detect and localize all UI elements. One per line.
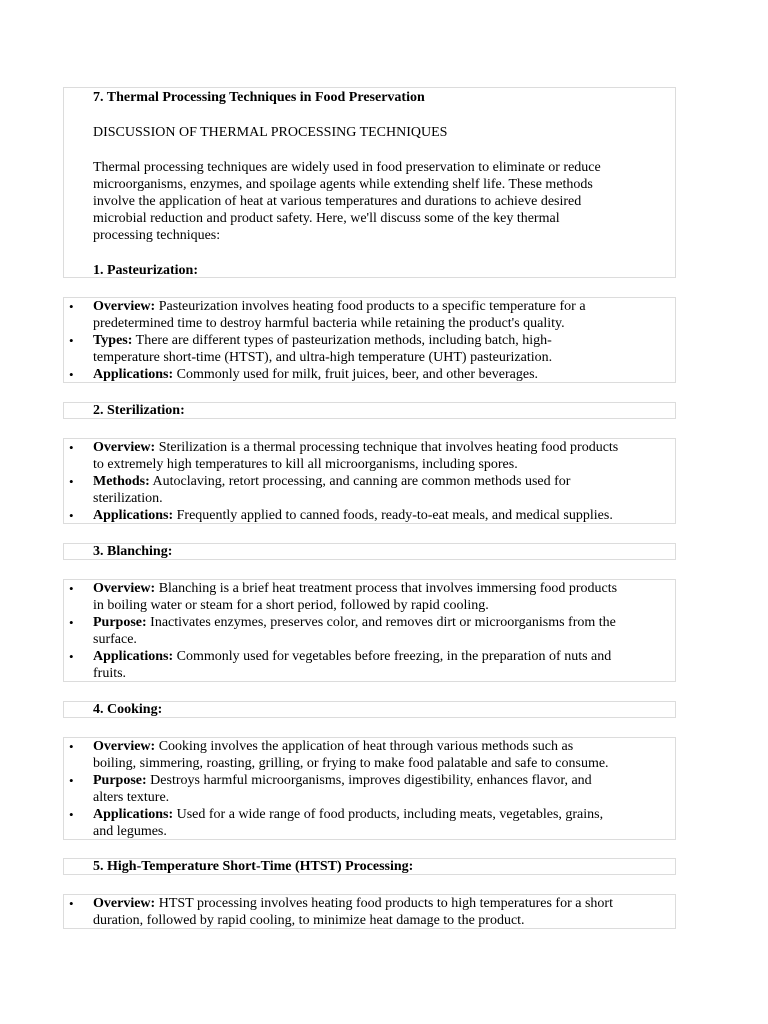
bullet-icon: • bbox=[69, 739, 74, 754]
list-item: • Applications: Frequently applied to canned foods, ready-to-eat meals, and medical supplies. bbox=[69, 508, 613, 523]
bullet-icon: • bbox=[69, 807, 74, 822]
bullet-icon: • bbox=[69, 440, 74, 455]
htst-list bbox=[63, 895, 676, 929]
bullet-icon: • bbox=[69, 474, 74, 489]
intro-line: microorganisms, enzymes, and spoilage agents while extending shelf life. These methods bbox=[93, 177, 593, 192]
list-item: • Purpose: Destroys harmful microorganisms, improves digestibility, enhances flavor, and alters texture. bbox=[69, 773, 592, 805]
section-title-pasteurization: 1. Pasteurization: bbox=[93, 263, 198, 278]
bullet-icon: • bbox=[69, 615, 74, 630]
intro-paragraph bbox=[93, 159, 668, 244]
list-item: • Methods: Autoclaving, retort processing, and canning are common methods used for sterilization. bbox=[69, 474, 571, 506]
list-item: • Overview: Blanching is a brief heat treatment process that involves immersing food products in boiling water or steam for a short period, followed by rapid cooling. bbox=[69, 581, 618, 613]
list-item: • Overview: HTST processing involves heating food products to high temperatures for a short duration, followed by rapid cooling, to minimize heat damage to the product. bbox=[69, 896, 613, 928]
list-item: • Applications: Commonly used for vegetables before freezing, in the preparation of nuts and fruits. bbox=[69, 649, 612, 681]
section-title-htst: 5. High-Temperature Short-Time (HTST) Processing: bbox=[93, 859, 414, 874]
list-item: • Purpose: Inactivates enzymes, preserves color, and removes dirt or microorganisms from the surface. bbox=[69, 615, 616, 647]
blanching-list bbox=[63, 580, 676, 682]
bullet-icon: • bbox=[69, 367, 74, 382]
list-item: • Overview: Pasteurization involves heating food products to a specific temperature for a predetermined time to destroy harmful bacteria while retaining the product's quality. bbox=[69, 299, 586, 331]
bullet-icon: • bbox=[69, 896, 74, 911]
bullet-icon: • bbox=[69, 773, 74, 788]
cooking-list bbox=[63, 738, 676, 840]
intro-line: processing techniques: bbox=[93, 228, 221, 243]
bullet-icon: • bbox=[69, 649, 74, 664]
section-title-blanching: 3. Blanching: bbox=[93, 544, 173, 559]
list-item: • Overview: Sterilization is a thermal processing technique that involves heating food products to extremely high temperatures to kill all microorganisms, including spores. bbox=[69, 440, 619, 472]
pasteurization-list bbox=[63, 298, 676, 383]
bullet-icon: • bbox=[69, 333, 74, 348]
list-item: • Overview: Cooking involves the application of heat through various methods such as boiling, simmering, roasting, grilling, or frying to make food palatable and safe to consume. bbox=[69, 739, 609, 771]
bullet-icon: • bbox=[69, 299, 74, 314]
list-item: • Applications: Commonly used for milk, fruit juices, beer, and other beverages. bbox=[69, 367, 539, 382]
intro-line: Thermal processing techniques are widely used in food preservation to eliminate or reduce bbox=[93, 160, 601, 175]
intro-line: involve the application of heat at various temperatures and durations to achieve desired bbox=[93, 194, 582, 209]
document-subheading: DISCUSSION OF THERMAL PROCESSING TECHNIQUES bbox=[93, 125, 448, 140]
intro-line: microbial reduction and product safety. Here, we'll discuss some of the key thermal bbox=[93, 211, 560, 226]
document-heading: 7. Thermal Processing Techniques in Food Preservation bbox=[93, 90, 425, 105]
section-title-cooking: 4. Cooking: bbox=[93, 702, 163, 717]
list-item: • Types: There are different types of pasteurization methods, including batch, high- temperature short-time (HTST), and ultra-high temperature (UHT) pasteurization. bbox=[69, 333, 553, 365]
bullet-icon: • bbox=[69, 581, 74, 596]
list-item: • Applications: Used for a wide range of food products, including meats, vegetables, grains, and legumes. bbox=[69, 807, 604, 839]
sterilization-list bbox=[63, 439, 676, 524]
bullet-icon: • bbox=[69, 508, 74, 523]
section-title-sterilization: 2. Sterilization: bbox=[93, 403, 185, 418]
